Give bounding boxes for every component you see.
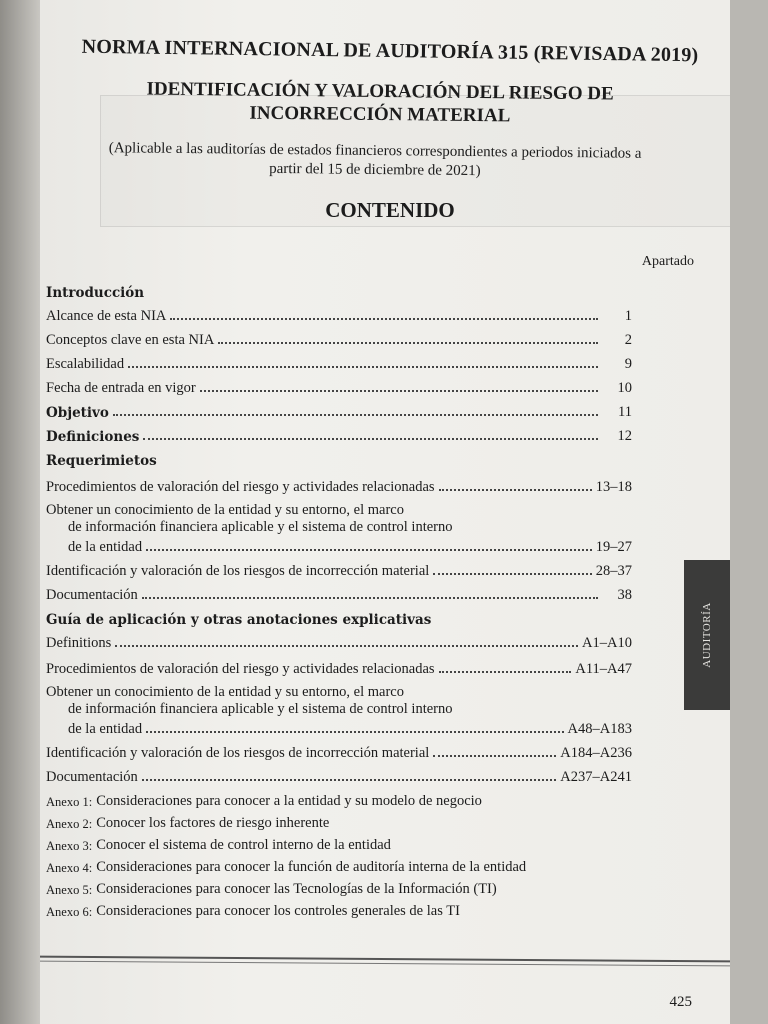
dot-leader [200, 389, 598, 392]
table-of-contents [46, 277, 632, 920]
subtitle-line-2: INCORRECCIÓN MATERIAL [249, 102, 511, 127]
annex-text: Consideraciones para conocer a la entidad y su modelo de negocio [96, 793, 482, 809]
toc-entry-line: de la entidad [68, 539, 143, 555]
toc-entry-ref: 10 [617, 380, 632, 396]
annex-text: Consideraciones para conocer las Tecnologías de la Información (TI) [96, 881, 497, 897]
standard-title: NORMA INTERNACIONAL DE AUDITORÍA 315 (REVISADA 2019) [81, 35, 699, 67]
toc-entry-ref: 2 [624, 332, 632, 348]
dot-leader [143, 437, 598, 440]
toc-entry-line: de información financiera aplicable y el sistema de control interno [68, 519, 453, 535]
toc-entry-label: Conceptos clave en esta NIA [46, 332, 215, 348]
section-thumb-tab [684, 560, 730, 710]
toc-entry [46, 469, 632, 496]
toc-entry-ref: A184–A236 [560, 745, 632, 761]
toc-heading-requirements: Requerimietos [46, 453, 157, 469]
annex-text: Consideraciones para conocer la función de auditoría interna de la entidad [96, 859, 527, 875]
annex-prefix: Anexo 4: [46, 861, 93, 875]
toc-entry-line: Obtener un conocimiento de la entidad y su entorno, el marco [46, 684, 404, 700]
toc-entry [46, 421, 632, 445]
toc-entry-ref: 28–37 [595, 563, 632, 579]
toc-entry [46, 301, 632, 325]
dot-leader [170, 317, 598, 320]
standard-subtitle [100, 77, 660, 129]
page-number: 425 [669, 994, 692, 1010]
toc-section-heading [46, 604, 632, 628]
toc-entry [46, 652, 632, 678]
dot-leader [439, 670, 572, 673]
dot-leader [439, 488, 592, 491]
toc-entry [46, 628, 632, 652]
toc-entry-last-line [46, 718, 632, 738]
toc-entry-ref: 38 [617, 587, 632, 603]
toc-entry-label: Alcance de esta NIA [46, 308, 167, 324]
toc-entry-multiline [46, 684, 632, 738]
toc-entry-label: Identificación y valoración de los riesgos de incorrección material [46, 563, 430, 579]
toc-entry-ref: A1–A10 [582, 635, 632, 651]
toc-entry-label: Escalabilidad [46, 356, 125, 372]
toc-entry [46, 349, 632, 373]
toc-heading-guide: Guía de aplicación y otras anotaciones explicativas [46, 612, 432, 628]
annex-text: Consideraciones para conocer los controles generales de las TI [96, 903, 460, 919]
toc-section-heading [46, 445, 632, 469]
annex-item [46, 876, 632, 898]
dot-leader [146, 548, 592, 551]
annex-prefix: Anexo 6: [46, 905, 93, 919]
dot-leader [146, 730, 563, 733]
toc-entry-line: Obtener un conocimiento de la entidad y su entorno, el marco [46, 502, 404, 518]
annex-prefix: Anexo 5: [46, 883, 93, 897]
toc-entry-line: de información financiera aplicable y el sistema de control interno [68, 701, 453, 717]
contents-heading: CONTENIDO [325, 198, 455, 222]
toc-section-heading [46, 277, 632, 301]
toc-entry-ref: 1 [624, 308, 632, 324]
applicability-line-1: (Aplicable a las auditorías de estados financieros correspondientes a periodos iniciados a [108, 140, 642, 162]
annex-prefix: Anexo 1: [46, 795, 93, 809]
dot-leader [113, 413, 598, 416]
subtitle-line-1: IDENTIFICACIÓN Y VALORACIÓN DEL RIESGO DE [146, 78, 614, 105]
toc-entry-multiline [46, 502, 632, 556]
toc-entry-ref: 11 [618, 404, 632, 420]
applicability-note [60, 139, 690, 184]
section-thumb-label: AUDITORÍA [701, 602, 713, 668]
toc-entry-label: Documentación [46, 587, 138, 603]
toc-entry [46, 762, 632, 786]
toc-heading-intro: Introducción [46, 285, 145, 301]
dot-leader [433, 572, 591, 575]
toc-entry [46, 397, 632, 421]
dot-leader [433, 754, 556, 757]
toc-entry-ref: 12 [617, 428, 632, 444]
dot-leader [218, 341, 598, 344]
annex-prefix: Anexo 2: [46, 817, 93, 831]
toc-entry-label: Procedimientos de valoración del riesgo y actividades relacionadas [46, 479, 435, 495]
toc-entry-label: Documentación [46, 769, 138, 785]
dot-leader [128, 365, 598, 368]
toc-entry-ref: A11–A47 [575, 661, 632, 677]
toc-entry-label: Definiciones [46, 429, 140, 445]
toc-entry [46, 580, 632, 604]
toc-entry [46, 738, 632, 762]
annex-item [46, 898, 632, 920]
annex-item [46, 832, 632, 854]
dot-leader [142, 596, 598, 599]
toc-entry-label: Objetivo [46, 405, 109, 421]
annex-text: Conocer el sistema de control interno de la entidad [96, 837, 391, 853]
toc-entry-ref: 13–18 [595, 479, 632, 495]
toc-entry-label: Identificación y valoración de los riesgos de incorrección material [46, 745, 430, 761]
toc-entry-last-line [46, 536, 632, 556]
toc-entry-ref: A48–A183 [567, 721, 632, 737]
toc-entry [46, 373, 632, 397]
book-gutter [0, 0, 40, 1024]
annex-list [46, 788, 632, 920]
toc-entry [46, 556, 632, 580]
dot-leader [142, 778, 556, 781]
document-page [40, 0, 730, 1024]
toc-entry-ref: A237–A241 [560, 769, 632, 785]
annex-prefix: Anexo 3: [46, 839, 93, 853]
toc-entry-ref: 9 [624, 356, 632, 372]
column-label: Apartado [641, 254, 694, 269]
toc-entry-label: Definitions [46, 635, 112, 651]
annex-item [46, 810, 632, 832]
toc-entry-label: Fecha de entrada en vigor [46, 380, 196, 396]
toc-entry-ref: 19–27 [595, 539, 632, 555]
toc-entry [46, 325, 632, 349]
annex-item [46, 854, 632, 876]
annex-item [46, 788, 632, 810]
applicability-line-2: partir del 15 de diciembre de 2021) [269, 160, 481, 180]
dot-leader [115, 644, 578, 647]
toc-entry-label: Procedimientos de valoración del riesgo y actividades relacionadas [46, 661, 435, 677]
toc-entry-line: de la entidad [68, 721, 143, 737]
annex-text: Conocer los factores de riesgo inherente [96, 815, 330, 831]
